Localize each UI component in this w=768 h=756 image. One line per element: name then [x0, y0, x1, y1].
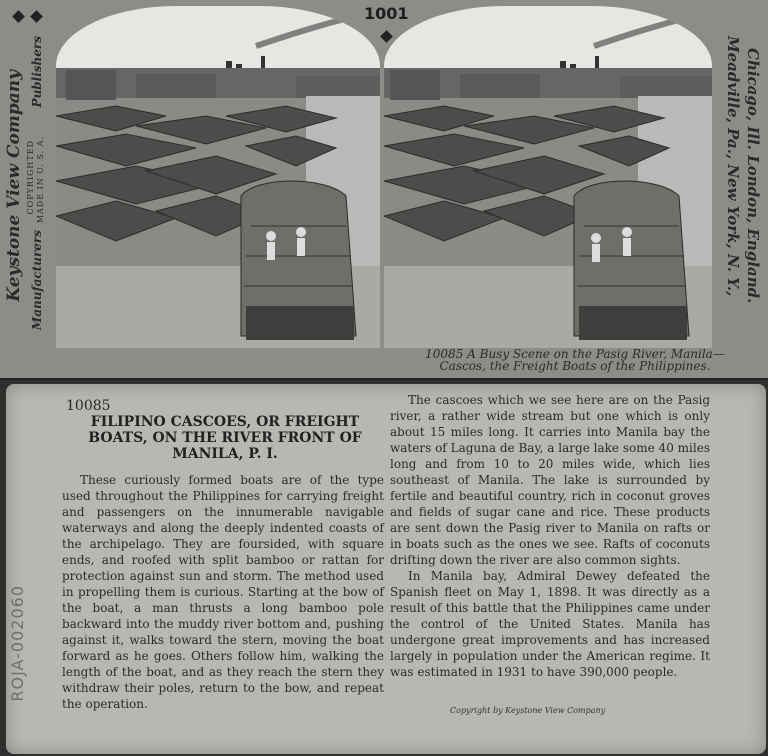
description-right-column	[390, 392, 710, 680]
archive-id-mark: ROJA-002060	[8, 585, 27, 702]
card-number: 1001	[364, 4, 409, 23]
stereo-photo-right	[384, 6, 712, 348]
publisher-cities-line1: Meadville, Pa., New York, N. Y.,	[724, 36, 742, 297]
description-paragraph: In Manila bay, Admiral Dewey defeated the Spanish fleet on May 1, 1898. It was directly as a result of this battle that the Philippines came under the control of the United States. Manila has undergone great improvements and has increased largely in population under the American regime. It was estimated in 1931 to have 390,000 people.	[390, 569, 710, 679]
back-card-number: 10085	[66, 398, 111, 414]
description-paragraph: The cascoes which we see here are on the Pasig river, a rather wide stream but one which is only about 15 miles long. It carries into Manila bay the waters of Laguna de Bay, a large lake some 40 miles long and from 10 to 20 miles wide, which lies southeast of Manila. The lake is surrounded by fertile and beautiful country, rich in coconut groves and fields of sugar cane and rice. These products are sent down the Pasig river to Manila on rafts or in boats such as the ones we see. Rafts of coconuts drifting down the river are also common sights.	[390, 393, 710, 567]
description-left-column: These curiously formed boats are of the type used throughout the Philippines for carrying freight and passengers on the innumerable navigable waterways and along the deeply indented coasts of the archipelago. They are foursided, with square ends, and roofed with split bamboo or rattan for protection against sun and storm. The method used in propelling them is curious. Starting at the bow of the boat, a man thrusts a long bamboo pole backward into the muddy river bottom and, pushing against it, walks toward the stern, moving the boat forward as he goes. Others follow him, walking the length of the boat, and as they reach the stern they withdraw their poles, return to the bow, and repeat the operation.	[62, 473, 384, 711]
diamond-ornament-icon	[380, 30, 393, 43]
stereocard-back	[6, 384, 766, 754]
publishers-label: Publishers	[30, 36, 44, 108]
publisher-cities-line2: Chicago, Ill. London, England.	[744, 48, 762, 304]
diamond-ornament-icon	[12, 10, 25, 23]
copyright-label: COPYRIGHTED	[26, 140, 35, 215]
made-in-label: MADE IN U. S. A.	[36, 136, 45, 224]
stereo-photo-left	[56, 6, 380, 348]
copyright-notice: Copyright by Keystone View Company	[450, 706, 606, 715]
manufacturers-label: Manufacturers	[30, 230, 44, 331]
back-title: FILIPINO CASCOES, OR FREIGHT BOATS, ON THE RIVER FRONT OF MANILA, P. I.	[88, 414, 362, 462]
publisher-company: Keystone View Company	[4, 70, 24, 302]
caption-line-1: 10085 A Busy Scene on the Pasig River, Manila—	[425, 347, 725, 361]
front-caption	[390, 348, 760, 372]
caption-line-2: Cascos, the Freight Boats of the Philippines.	[439, 359, 711, 373]
diamond-ornament-icon	[30, 10, 43, 23]
